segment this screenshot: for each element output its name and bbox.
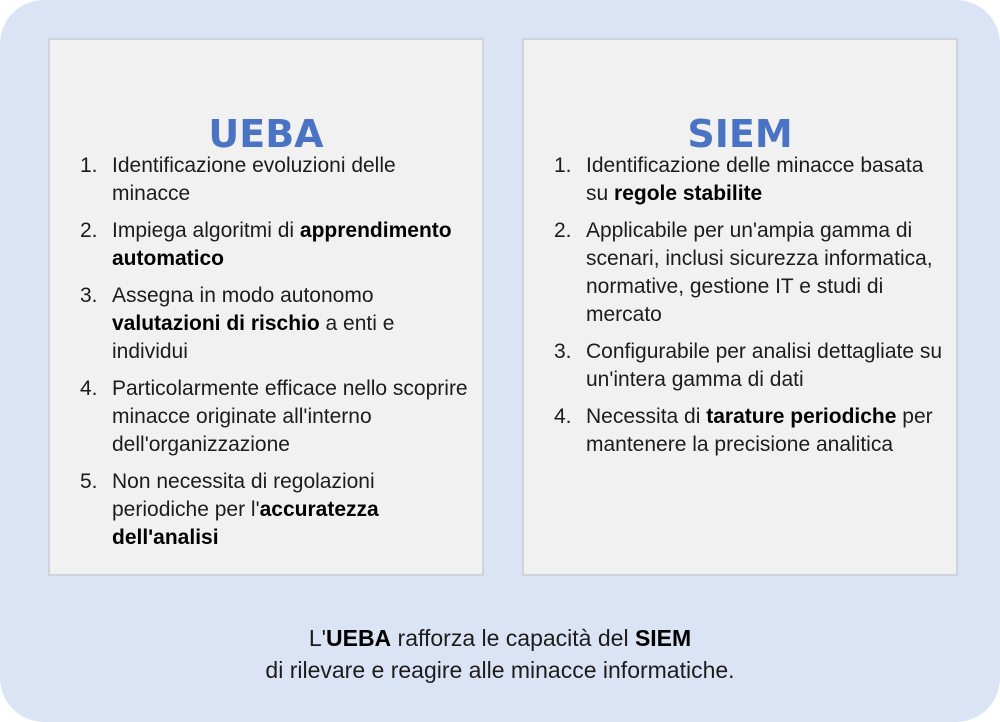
siem-item-1 [524, 152, 946, 208]
ueba-item-1 [50, 152, 472, 208]
item-text: Particolarmente efficace nello scoprire minacce originate all'interno dell'organizzazione [112, 377, 468, 456]
siem-item-4 [524, 403, 946, 459]
item-number: 3. [80, 284, 98, 307]
item-number: 4. [80, 377, 98, 400]
item-number: 2. [80, 219, 98, 242]
summary-caption [0, 622, 1000, 686]
siem-item-3 [524, 338, 946, 394]
ueba-item-5 [50, 468, 472, 552]
item-emphasis: regole stabilite [614, 182, 763, 205]
summary-text: rafforza le capacità del [391, 625, 635, 651]
siem-list [524, 152, 946, 468]
summary-text: L' [308, 625, 326, 651]
item-number: 3. [554, 340, 572, 363]
item-emphasis: tarature periodiche [706, 405, 897, 428]
item-number: 5. [80, 470, 98, 493]
summary-siem: SIEM [634, 625, 692, 651]
item-text: Configurabile per analisi dettagliate su un'intera gamma di dati [586, 340, 943, 391]
item-number: 4. [554, 405, 572, 428]
item-number: 1. [554, 154, 572, 177]
ueba-card [48, 38, 484, 576]
item-emphasis: apprendimento automatico [112, 219, 452, 270]
ueba-title: UEBA [208, 112, 324, 156]
summary-line-1 [0, 622, 1000, 654]
item-text: Impiega algoritmi di [112, 219, 300, 242]
siem-card [522, 38, 958, 576]
item-text-tail: a enti e individui [112, 312, 395, 363]
item-text: Applicabile per un'ampia gamma di scenari, inclusi sicurezza informatica, normative, gestione IT e studi di mercato [586, 219, 933, 326]
ueba-item-4 [50, 375, 472, 459]
siem-title: SIEM [687, 112, 793, 156]
siem-item-2 [524, 217, 946, 329]
item-emphasis: accuratezza dell'analisi [112, 498, 379, 549]
item-number: 1. [80, 154, 98, 177]
item-number: 2. [554, 219, 572, 242]
item-text: Identificazione evoluzioni delle minacce [112, 154, 396, 205]
summary-line-2: di rilevare e reagire alle minacce informatiche. [265, 657, 735, 683]
item-text: Assegna in modo autonomo [112, 284, 374, 307]
ueba-item-3 [50, 282, 472, 366]
ueba-item-2 [50, 217, 472, 273]
item-text: Identificazione delle minacce basata su [586, 154, 924, 205]
summary-ueba: UEBA [326, 625, 392, 651]
item-text: Non necessita di regolazioni periodiche per l' [112, 470, 375, 521]
item-text: Necessita di [586, 405, 707, 428]
ueba-list [50, 152, 472, 561]
item-emphasis: valutazioni di rischio [112, 312, 320, 335]
item-text-tail: per mantenere la precisione analitica [586, 405, 933, 456]
